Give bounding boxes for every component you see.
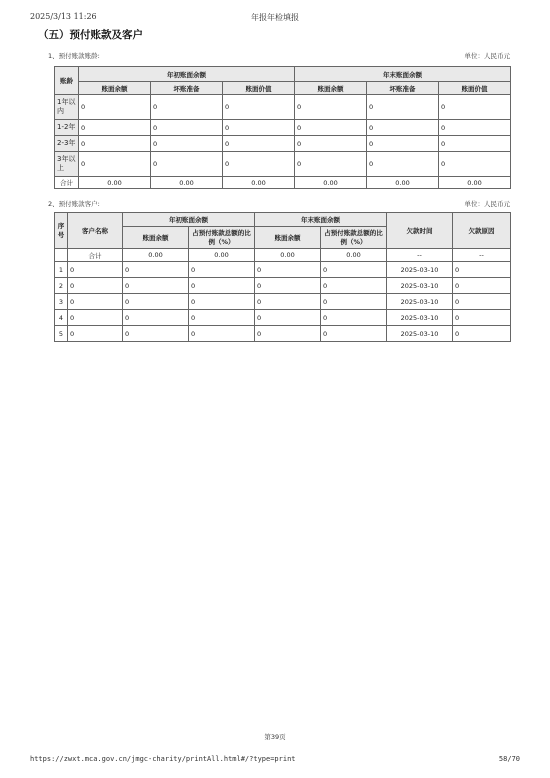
col-header: 账面余额 — [295, 82, 367, 95]
time-header: 欠款时间 — [387, 213, 453, 249]
balance-header: 账面余额 — [123, 227, 189, 249]
table-cell: 0 — [453, 326, 511, 342]
table-row — [55, 294, 511, 310]
table-row — [55, 326, 511, 342]
table-cell: 0.00 — [255, 249, 321, 262]
table-cell: 0 — [453, 294, 511, 310]
table-cell: 0 — [367, 136, 439, 152]
table-cell: 0 — [151, 152, 223, 177]
table-cell: 0 — [321, 262, 387, 278]
customers-table — [54, 212, 511, 342]
table-cell: 2025-03-10 — [387, 294, 453, 310]
table-cell: -- — [453, 249, 511, 262]
table-cell: 0 — [295, 120, 367, 136]
end-group-header: 年末账面余额 — [255, 213, 387, 227]
table-cell: 0 — [151, 136, 223, 152]
table-cell: 0 — [367, 152, 439, 177]
page-count: 58/70 — [498, 755, 520, 763]
total-row — [55, 177, 511, 189]
table-cell: 0.00 — [439, 177, 511, 189]
table-cell: 0 — [151, 120, 223, 136]
table-cell: 0 — [321, 294, 387, 310]
aging-subtitle: 1、预付账款账龄: — [48, 52, 100, 60]
table-cell: 0 — [367, 95, 439, 120]
total-label: 合计 — [55, 177, 79, 189]
table-cell: 0 — [321, 326, 387, 342]
table-cell: 0.00 — [223, 177, 295, 189]
seq-cell: 3 — [55, 294, 68, 310]
table-cell: 0 — [223, 120, 295, 136]
table-cell: 0.00 — [321, 249, 387, 262]
table-cell: 0 — [321, 278, 387, 294]
customers-unit: 单位：人民币元 — [464, 200, 510, 208]
table-cell: 0 — [223, 95, 295, 120]
aging-table — [54, 66, 511, 189]
table-cell: 2025-03-10 — [387, 326, 453, 342]
seq-cell: 1 — [55, 262, 68, 278]
table-cell: 0 — [189, 262, 255, 278]
col-header: 坏账准备 — [367, 82, 439, 95]
name-header: 客户名称 — [68, 213, 123, 249]
table-cell: 0.00 — [295, 177, 367, 189]
table-cell: 2025-03-10 — [387, 278, 453, 294]
table-cell: 2025-03-10 — [387, 310, 453, 326]
table-cell: 0 — [255, 262, 321, 278]
table-cell: 0 — [151, 95, 223, 120]
table-cell: 0 — [255, 294, 321, 310]
table-cell: 0 — [439, 95, 511, 120]
print-url: https://zwxt.mca.gov.cn/jmgc-charity/printAll.html#/?type=print — [30, 755, 296, 763]
table-cell: 0 — [255, 278, 321, 294]
aging-unit: 单位：人民币元 — [464, 52, 510, 60]
table-cell: 0 — [255, 326, 321, 342]
table-cell: 0 — [189, 278, 255, 294]
section-title: （五）预付账款及客户 — [38, 29, 143, 41]
table-cell: 0 — [123, 326, 189, 342]
table-cell: 0 — [68, 262, 123, 278]
table-cell: 0 — [223, 152, 295, 177]
table-cell: 0 — [189, 294, 255, 310]
page-number: 第39页 — [264, 733, 286, 741]
table-cell: -- — [387, 249, 453, 262]
customers-subtitle: 2、预付账款客户: — [48, 200, 100, 208]
table-cell: 0 — [295, 136, 367, 152]
row-label: 3年以上 — [55, 152, 79, 177]
row-label: 1-2年 — [55, 120, 79, 136]
balance-header: 账面余额 — [255, 227, 321, 249]
table-row — [55, 95, 511, 120]
table-cell: 0 — [255, 310, 321, 326]
row-label: 2-3年 — [55, 136, 79, 152]
table-cell: 0 — [453, 310, 511, 326]
table-cell: 0 — [123, 278, 189, 294]
col-header: 账面价值 — [223, 82, 295, 95]
col-header: 账面价值 — [439, 82, 511, 95]
table-cell: 0 — [68, 294, 123, 310]
table-cell: 0 — [321, 310, 387, 326]
document-title: 年报年检填报 — [251, 13, 299, 22]
ratio-header: 占预付账款总额的比例（%） — [321, 227, 387, 249]
table-cell: 0 — [295, 95, 367, 120]
table-row — [55, 278, 511, 294]
reason-header: 欠款原因 — [453, 213, 511, 249]
table-cell: 0 — [79, 120, 151, 136]
table-cell: 0 — [439, 136, 511, 152]
seq-header: 序号 — [55, 213, 68, 249]
table-cell: 0.00 — [151, 177, 223, 189]
table-cell: 0 — [79, 136, 151, 152]
table-cell: 0 — [367, 120, 439, 136]
table-cell: 0 — [68, 326, 123, 342]
start-group-header: 年初账面余额 — [123, 213, 255, 227]
aging-header-label: 账龄 — [55, 67, 79, 95]
table-row — [55, 120, 511, 136]
seq-cell: 4 — [55, 310, 68, 326]
aging-group-end: 年末账面余额 — [295, 67, 511, 82]
table-cell: 0 — [123, 294, 189, 310]
col-header: 账面余额 — [79, 82, 151, 95]
table-cell: 0 — [439, 152, 511, 177]
seq-cell: 2 — [55, 278, 68, 294]
col-header: 坏账准备 — [151, 82, 223, 95]
table-cell: 0 — [453, 278, 511, 294]
table-cell: 0 — [439, 120, 511, 136]
table-cell: 0.00 — [79, 177, 151, 189]
table-cell: 0 — [68, 310, 123, 326]
table-cell: 0 — [189, 326, 255, 342]
total-row — [55, 249, 511, 262]
table-row — [55, 262, 511, 278]
table-row — [55, 136, 511, 152]
seq-cell: 5 — [55, 326, 68, 342]
ratio-header: 占预付账款总额的比例（%） — [189, 227, 255, 249]
table-cell: 0 — [68, 278, 123, 294]
table-cell: 0 — [223, 136, 295, 152]
table-cell: 2025-03-10 — [387, 262, 453, 278]
row-label: 1年以内 — [55, 95, 79, 120]
table-cell: 0 — [295, 152, 367, 177]
table-cell: 0 — [453, 262, 511, 278]
aging-group-start: 年初账面余额 — [79, 67, 295, 82]
table-cell: 0.00 — [367, 177, 439, 189]
table-cell: 0 — [79, 95, 151, 120]
table-cell: 0 — [189, 310, 255, 326]
table-cell: 0.00 — [189, 249, 255, 262]
table-row — [55, 310, 511, 326]
table-cell — [55, 249, 68, 262]
print-datetime: 2025/3/13 11:26 — [30, 12, 97, 21]
table-cell: 0 — [123, 310, 189, 326]
table-row — [55, 152, 511, 177]
table-cell: 0 — [123, 262, 189, 278]
table-cell: 0 — [79, 152, 151, 177]
total-label: 合计 — [68, 249, 123, 262]
table-cell: 0.00 — [123, 249, 189, 262]
